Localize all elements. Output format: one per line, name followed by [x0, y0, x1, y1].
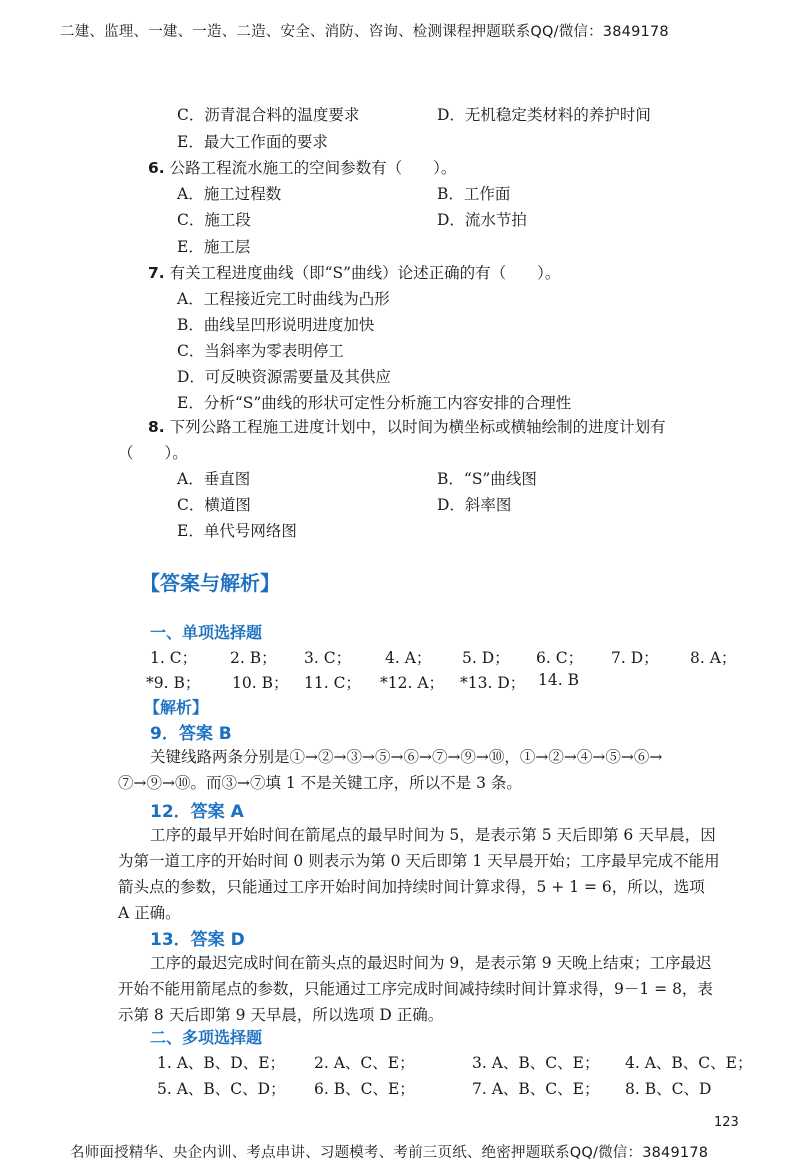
multi-answer: 6. B、C、E；	[314, 1080, 415, 1098]
answer-12-title: 12．答案 A	[150, 802, 244, 822]
single-answer: 10. B；	[232, 674, 289, 692]
q5-option-c: C．沥青混合料的温度要求	[177, 106, 360, 124]
single-answer: 4. A；	[385, 649, 432, 667]
multi-answer: 5. A、B、C、D；	[157, 1080, 286, 1098]
multi-answer: 8. B、C、D	[625, 1080, 712, 1098]
q6-option-e: E．施工层	[177, 238, 251, 256]
multi-answer: 7. A、B、C、E；	[472, 1080, 600, 1098]
multi-answer: 1. A、B、D、E；	[157, 1054, 286, 1072]
q7-stem-text: 有关工程进度曲线（即“S”曲线）论述正确的有（ ）。	[169, 264, 561, 282]
single-answer: 8. A；	[690, 649, 737, 667]
single-answer: 3. C；	[304, 649, 352, 667]
q7-number: 7.	[148, 264, 165, 282]
q8-option-b: B．“S”曲线图	[437, 470, 537, 488]
q8-stem-text: 下列公路工程施工进度计划中，以时间为横坐标或横轴绘制的进度计划有	[169, 418, 666, 436]
single-answer: 1. C；	[150, 649, 198, 667]
q6-number: 6.	[148, 159, 165, 177]
single-answer: 2. B；	[230, 649, 277, 667]
q8-stem-line2: （ ）。	[118, 444, 188, 462]
answer-13-line1: 工序的最迟完成时间在箭头点的最迟时间为 9，是表示第 9 天晚上结束；工序最迟	[150, 954, 712, 972]
q7-option-b: B．曲线呈凹形说明进度加快	[177, 316, 375, 334]
answer-13-line3: 示第 8 天后即第 9 天早晨，所以选项 D 正确。	[118, 1006, 444, 1024]
page-number: 123	[714, 1115, 739, 1130]
multi-answer: 3. A、B、C、E；	[472, 1054, 600, 1072]
single-answer: 11. C；	[304, 674, 361, 692]
q6-option-c: C．施工段	[177, 211, 251, 229]
answer-9-title: 9．答案 B	[150, 724, 232, 744]
q6-stem	[148, 156, 456, 178]
single-answer: *9. B；	[146, 674, 201, 692]
answer-12-line2: 为第一道工序的开始时间 0 则表示为第 0 天后即第 1 天早晨开始；工序最早完成不能用	[118, 852, 720, 870]
single-answer: *12. A；	[380, 674, 445, 692]
q7-option-d: D．可反映资源需要量及其供应	[177, 368, 391, 386]
q8-stem-line1	[148, 415, 666, 437]
q7-option-a: A．工程接近完工时曲线为凸形	[177, 290, 390, 308]
single-answer: *13. D；	[460, 674, 526, 692]
q6-stem-text: 公路工程流水施工的空间参数有（ ）。	[169, 159, 457, 177]
q8-option-a: A．垂直图	[177, 470, 251, 488]
answers-title: 【答案与解析】	[140, 571, 280, 595]
answer-9-line2: ⑦→⑨→⑩。而③→⑦填 1 不是关键工序，所以不是 3 条。	[118, 774, 522, 792]
answer-12-line4: A 正确。	[118, 904, 181, 922]
answer-13-title: 13．答案 D	[150, 930, 245, 950]
answer-12-line3: 箭头点的参数，只能通过工序开始时间加持续时间计算求得，5 + 1 = 6，所以，选项	[118, 878, 705, 896]
q6-option-a: A．施工过程数	[177, 185, 282, 203]
answer-9-line1: 关键线路两条分别是①→②→③→⑤→⑥→⑦→⑨→⑩，①→②→④→⑤→⑥→	[150, 748, 663, 766]
analysis-label: 【解析】	[144, 698, 209, 717]
q8-option-d: D．斜率图	[437, 496, 512, 514]
answer-13-line2: 开始不能用箭尾点的参数，只能通过工序完成时间减持续时间计算求得，9－1 = 8，表	[118, 980, 713, 998]
page-header: 二建、监理、一建、一造、二造、安全、消防、咨询、检测课程押题联系QQ/微信：3849178	[60, 24, 669, 40]
q6-option-d: D．流水节拍	[437, 211, 527, 229]
single-answer: 14. B	[538, 671, 579, 689]
q7-option-e: E．分析“S”曲线的形状可定性分析施工内容安排的合理性	[177, 394, 572, 412]
single-answer: 5. D；	[462, 649, 510, 667]
q8-option-c: C．横道图	[177, 496, 251, 514]
q5-option-e: E．最大工作面的要求	[177, 133, 328, 151]
multi-choice-title: 二、多项选择题	[150, 1028, 263, 1047]
multi-answer: 2. A、C、E；	[314, 1054, 415, 1072]
q6-option-b: B．工作面	[437, 185, 511, 203]
q8-option-e: E．单代号网络图	[177, 522, 297, 540]
q5-option-d: D．无机稳定类材料的养护时间	[437, 106, 651, 124]
q8-number: 8.	[148, 418, 165, 436]
q7-option-c: C．当斜率为零表明停工	[177, 342, 344, 360]
answer-12-line1: 工序的最早开始时间在箭尾点的最早时间为 5，是表示第 5 天后即第 6 天早晨，因	[150, 826, 716, 844]
single-answer: 7. D；	[611, 649, 659, 667]
single-answer: 6. C；	[536, 649, 584, 667]
single-choice-title: 一、单项选择题	[150, 623, 263, 642]
page-footer: 名师面授精华、央企内训、考点串讲、习题模考、考前三页纸、绝密押题联系QQ/微信：3849178	[70, 1145, 709, 1161]
multi-answer: 4. A、B、C、E；	[625, 1054, 753, 1072]
q7-stem	[148, 261, 560, 283]
